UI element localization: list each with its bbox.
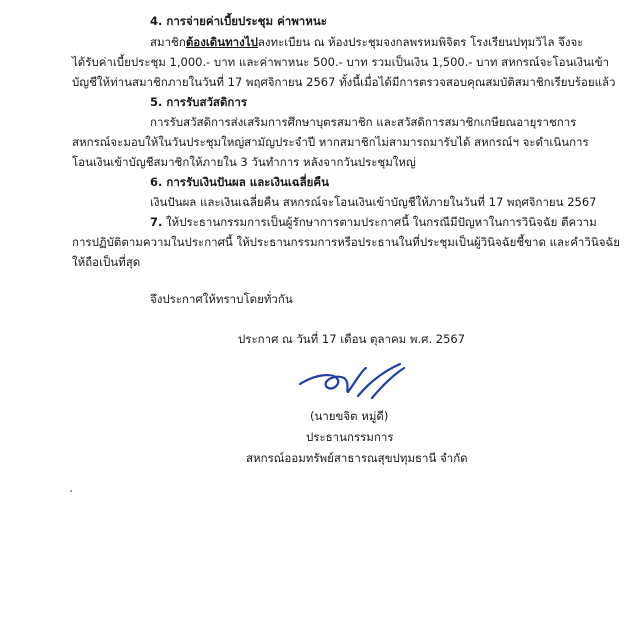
section-5-line-1: การรับสวัสดิการส่งเสริมการศึกษาบุตรสมาชิก และสวัสดิการสมาชิกเกษียณอายุราชการ [150,115,577,129]
signer-position: ประธานกรรมการ [306,430,394,444]
announcement-date: ประกาศ ณ วันที่ 17 เดือน ตุลาคม พ.ศ. 2567 [238,332,466,346]
section-7-line-2: การปฏิบัติตามความในประกาศนี้ ให้ประธานกรรมการหรือประธานในที่ประชุมเป็นผู้วินิจฉัยชี้ขาด และคำวินิจฉัย [72,235,621,249]
section-7-line-3: ให้ถือเป็นที่สุด [72,255,141,269]
section-5-heading: 5. การรับสวัสดิการ [150,95,248,109]
section-7-number: 7. [150,215,163,229]
section-6-heading: 6. การรับเงินปันผล และเงินเฉลี่ยคืน [150,175,329,189]
section-4-line-2: ได้รับค่าเบี้ยประชุม 1,000.- บาท และค่าพาหนะ 500.- บาท รวมเป็นเงิน 1,500.- บาท สหกรณ์จะโอนเงินเข้า [72,55,610,69]
signer-name: (นายขจิต หมู่ดี) [310,409,389,423]
section-6-line-1: เงินปันผล และเงินเฉลี่ยคืน สหกรณ์จะโอนเงินเข้าบัญชีให้ภายในวันที่ 17 พฤศจิกายน 2567 [150,195,597,209]
section-5-line-2: สหกรณ์จะมอบให้ในวันประชุมใหญ่สามัญประจำปี หากสมาชิกไม่สามารถมารับได้ สหกรณ์ฯ จะดำเนินการ [72,135,589,149]
section-7-line-1 [150,215,597,229]
section-4-emphasis: ต้องเดินทางไป [185,35,258,49]
closing-statement: จึงประกาศให้ทราบโดยทั่วกัน [150,292,293,306]
section-4-line-1-end: ลงทะเบียน ณ ห้องประชุมจงกลพรหมพิจิตร โรงเรียนปทุมวิไล จึงจะ [257,35,584,49]
section-4-line-1 [150,35,583,49]
section-5-line-3: โอนเงินเข้าบัญชีสมาชิกให้ภายใน 3 วันทำการ หลังจากวันประชุมใหญ่ [72,155,416,169]
handwritten-signature [296,362,406,402]
scan-speck [70,490,72,492]
signer-organization: สหกรณ์ออมทรัพย์สาธารณสุขปทุมธานี จำกัด [246,451,468,465]
section-4-line-1-start: สมาชิก [150,35,186,49]
section-4-line-3: บัญชีให้ท่านสมาชิกภายในวันที่ 17 พฤศจิกายน 2567 ทั้งนี้เมื่อได้มีการตรวจสอบคุณสมบัติสมาชิกเรียบร้อยแล้ว [72,75,616,89]
section-4-heading: 4. การจ่ายค่าเบี้ยประชุม ค่าพาหนะ [150,14,327,28]
section-7-line-1-text: ให้ประธานกรรมการเป็นผู้รักษาการตามประกาศนี้ ในกรณีมีปัญหาในการวินิจฉัย ตีความ [162,215,597,229]
